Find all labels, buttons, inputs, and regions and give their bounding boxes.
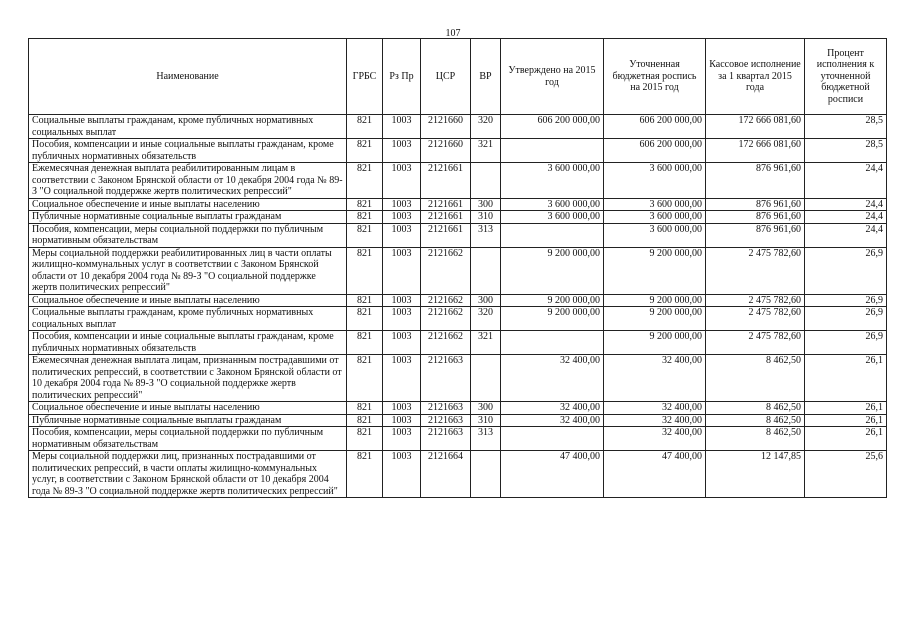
cell-csr: 2121662 xyxy=(421,294,471,307)
cell-cash: 876 961,60 xyxy=(706,223,805,247)
cell-rzpr: 1003 xyxy=(383,355,421,402)
cell-cash: 8 462,50 xyxy=(706,427,805,451)
cell-rzpr: 1003 xyxy=(383,331,421,355)
cell-vr: 321 xyxy=(471,331,501,355)
cell-name: Социальные выплаты гражданам, кроме публичных нормативных социальных выплат xyxy=(29,307,347,331)
cell-name: Социальное обеспечение и иные выплаты населению xyxy=(29,198,347,211)
cell-grbs: 821 xyxy=(347,402,383,415)
cell-name: Ежемесячная денежная выплата лицам, признанным пострадавшими от политических репрессий, в соответствии с Законом Брянской области от 10 декабря 2004 года № 89-З "О социальной поддержке жертв политических репрессий" xyxy=(29,355,347,402)
column-header-vr: ВР xyxy=(471,39,501,115)
cell-approved xyxy=(501,331,604,355)
table-row xyxy=(29,198,887,211)
cell-name: Пособия, компенсации и иные социальные выплаты гражданам, кроме публичных нормативных обязательств xyxy=(29,139,347,163)
cell-name: Меры социальной поддержки лиц, признанных пострадавшими от политических репрессий, в части оплаты жилищно-коммунальных услуг, в соответствии с Законом Брянской области от 10 декабря 2004 года № 89-З "О социальной поддержке жертв политических репрессий" xyxy=(29,451,347,498)
cell-cash: 172 666 081,60 xyxy=(706,139,805,163)
table-row xyxy=(29,451,887,498)
column-header-rzpr: Рз Пр xyxy=(383,39,421,115)
cell-csr: 2121663 xyxy=(421,402,471,415)
cell-percent: 26,1 xyxy=(805,414,887,427)
cell-csr: 2121660 xyxy=(421,115,471,139)
cell-refined: 32 400,00 xyxy=(604,427,706,451)
cell-csr: 2121664 xyxy=(421,451,471,498)
cell-percent: 28,5 xyxy=(805,139,887,163)
cell-vr xyxy=(471,451,501,498)
cell-refined: 3 600 000,00 xyxy=(604,163,706,199)
cell-refined: 3 600 000,00 xyxy=(604,198,706,211)
cell-csr: 2121661 xyxy=(421,211,471,224)
cell-percent: 25,6 xyxy=(805,451,887,498)
cell-approved xyxy=(501,139,604,163)
cell-refined: 9 200 000,00 xyxy=(604,307,706,331)
cell-csr: 2121661 xyxy=(421,163,471,199)
cell-percent: 24,4 xyxy=(805,211,887,224)
cell-percent: 24,4 xyxy=(805,223,887,247)
cell-vr: 300 xyxy=(471,294,501,307)
cell-vr: 300 xyxy=(471,198,501,211)
table-row xyxy=(29,139,887,163)
cell-approved: 9 200 000,00 xyxy=(501,294,604,307)
cell-vr: 300 xyxy=(471,402,501,415)
cell-approved: 47 400,00 xyxy=(501,451,604,498)
cell-approved: 3 600 000,00 xyxy=(501,198,604,211)
cell-refined: 9 200 000,00 xyxy=(604,331,706,355)
table-row xyxy=(29,414,887,427)
cell-csr: 2121661 xyxy=(421,198,471,211)
cell-name: Пособия, компенсации, меры социальной поддержки по публичным нормативным обязательствам xyxy=(29,223,347,247)
table-header-row xyxy=(29,39,887,115)
cell-rzpr: 1003 xyxy=(383,427,421,451)
cell-name: Публичные нормативные социальные выплаты гражданам xyxy=(29,414,347,427)
cell-grbs: 821 xyxy=(347,115,383,139)
table-row xyxy=(29,427,887,451)
cell-cash: 876 961,60 xyxy=(706,198,805,211)
column-header-cash: Кассовое исполнение за 1 квартал 2015 года xyxy=(706,39,805,115)
table-row xyxy=(29,307,887,331)
cell-approved: 32 400,00 xyxy=(501,414,604,427)
cell-refined: 32 400,00 xyxy=(604,402,706,415)
cell-percent: 26,1 xyxy=(805,355,887,402)
cell-name: Социальные выплаты гражданам, кроме публичных нормативных социальных выплат xyxy=(29,115,347,139)
cell-cash: 172 666 081,60 xyxy=(706,115,805,139)
cell-cash: 876 961,60 xyxy=(706,163,805,199)
cell-rzpr: 1003 xyxy=(383,163,421,199)
cell-cash: 8 462,50 xyxy=(706,402,805,415)
table-row xyxy=(29,402,887,415)
table-row xyxy=(29,115,887,139)
table-row xyxy=(29,355,887,402)
cell-approved: 9 200 000,00 xyxy=(501,247,604,294)
cell-rzpr: 1003 xyxy=(383,139,421,163)
cell-cash: 12 147,85 xyxy=(706,451,805,498)
cell-grbs: 821 xyxy=(347,414,383,427)
cell-vr: 320 xyxy=(471,307,501,331)
cell-grbs: 821 xyxy=(347,198,383,211)
cell-grbs: 821 xyxy=(347,139,383,163)
cell-grbs: 821 xyxy=(347,247,383,294)
cell-cash: 2 475 782,60 xyxy=(706,331,805,355)
table-row xyxy=(29,294,887,307)
cell-refined: 606 200 000,00 xyxy=(604,139,706,163)
cell-grbs: 821 xyxy=(347,427,383,451)
cell-rzpr: 1003 xyxy=(383,451,421,498)
cell-grbs: 821 xyxy=(347,223,383,247)
cell-refined: 606 200 000,00 xyxy=(604,115,706,139)
table-row xyxy=(29,223,887,247)
cell-percent: 26,9 xyxy=(805,307,887,331)
table-row xyxy=(29,211,887,224)
cell-vr: 321 xyxy=(471,139,501,163)
cell-csr: 2121662 xyxy=(421,307,471,331)
cell-vr xyxy=(471,355,501,402)
cell-vr xyxy=(471,163,501,199)
cell-percent: 24,4 xyxy=(805,198,887,211)
cell-rzpr: 1003 xyxy=(383,307,421,331)
table-body xyxy=(29,115,887,498)
cell-rzpr: 1003 xyxy=(383,402,421,415)
budget-execution-table xyxy=(28,38,887,498)
cell-approved: 32 400,00 xyxy=(501,355,604,402)
column-header-approved: Утверждено на 2015 год xyxy=(501,39,604,115)
cell-refined: 32 400,00 xyxy=(604,414,706,427)
cell-csr: 2121660 xyxy=(421,139,471,163)
column-header-name: Наименование xyxy=(29,39,347,115)
cell-grbs: 821 xyxy=(347,294,383,307)
cell-approved xyxy=(501,223,604,247)
cell-approved: 3 600 000,00 xyxy=(501,211,604,224)
cell-cash: 2 475 782,60 xyxy=(706,307,805,331)
cell-grbs: 821 xyxy=(347,211,383,224)
column-header-percent: Процент исполнения к уточненной бюджетной росписи xyxy=(805,39,887,115)
cell-csr: 2121662 xyxy=(421,247,471,294)
cell-refined: 9 200 000,00 xyxy=(604,294,706,307)
cell-refined: 3 600 000,00 xyxy=(604,211,706,224)
table-row xyxy=(29,163,887,199)
cell-approved: 9 200 000,00 xyxy=(501,307,604,331)
cell-vr: 320 xyxy=(471,115,501,139)
cell-csr: 2121661 xyxy=(421,223,471,247)
cell-name: Ежемесячная денежная выплата реабилитированным лицам в соответствии с Законом Брянской области от 10 декабря 2004 года № 89-З "О социальной поддержке жертв политических репрессий" xyxy=(29,163,347,199)
cell-name: Публичные нормативные социальные выплаты гражданам xyxy=(29,211,347,224)
cell-csr: 2121663 xyxy=(421,355,471,402)
cell-rzpr: 1003 xyxy=(383,247,421,294)
cell-name: Социальное обеспечение и иные выплаты населению xyxy=(29,402,347,415)
cell-cash: 876 961,60 xyxy=(706,211,805,224)
cell-rzpr: 1003 xyxy=(383,211,421,224)
cell-vr: 310 xyxy=(471,211,501,224)
table-row xyxy=(29,247,887,294)
cell-percent: 28,5 xyxy=(805,115,887,139)
cell-name: Социальное обеспечение и иные выплаты населению xyxy=(29,294,347,307)
page-number: 107 xyxy=(445,28,461,39)
cell-percent: 24,4 xyxy=(805,163,887,199)
cell-vr xyxy=(471,247,501,294)
cell-refined: 32 400,00 xyxy=(604,355,706,402)
cell-approved: 3 600 000,00 xyxy=(501,163,604,199)
cell-rzpr: 1003 xyxy=(383,115,421,139)
cell-percent: 26,1 xyxy=(805,402,887,415)
cell-cash: 8 462,50 xyxy=(706,414,805,427)
cell-vr: 313 xyxy=(471,223,501,247)
cell-rzpr: 1003 xyxy=(383,414,421,427)
column-header-csr: ЦСР xyxy=(421,39,471,115)
cell-csr: 2121662 xyxy=(421,331,471,355)
cell-cash: 2 475 782,60 xyxy=(706,247,805,294)
cell-approved: 32 400,00 xyxy=(501,402,604,415)
cell-approved xyxy=(501,427,604,451)
cell-name: Пособия, компенсации, меры социальной поддержки по публичным нормативным обязательствам xyxy=(29,427,347,451)
cell-cash: 2 475 782,60 xyxy=(706,294,805,307)
cell-grbs: 821 xyxy=(347,163,383,199)
cell-refined: 47 400,00 xyxy=(604,451,706,498)
cell-refined: 9 200 000,00 xyxy=(604,247,706,294)
cell-grbs: 821 xyxy=(347,331,383,355)
cell-rzpr: 1003 xyxy=(383,294,421,307)
cell-refined: 3 600 000,00 xyxy=(604,223,706,247)
cell-percent: 26,1 xyxy=(805,427,887,451)
cell-csr: 2121663 xyxy=(421,427,471,451)
cell-grbs: 821 xyxy=(347,451,383,498)
cell-cash: 8 462,50 xyxy=(706,355,805,402)
cell-percent: 26,9 xyxy=(805,331,887,355)
cell-grbs: 821 xyxy=(347,307,383,331)
cell-vr: 310 xyxy=(471,414,501,427)
column-header-grbs: ГРБС xyxy=(347,39,383,115)
cell-csr: 2121663 xyxy=(421,414,471,427)
cell-name: Пособия, компенсации и иные социальные выплаты гражданам, кроме публичных нормативных обязательств xyxy=(29,331,347,355)
table-row xyxy=(29,331,887,355)
cell-name: Меры социальной поддержки реабилитированных лиц в части оплаты жилищно-коммунальных услуг в соответствии с Законом Брянской области от 10 декабря 2004 года № 89-З "О социальной поддержке жертв политических репрессий" xyxy=(29,247,347,294)
cell-rzpr: 1003 xyxy=(383,223,421,247)
cell-grbs: 821 xyxy=(347,355,383,402)
cell-percent: 26,9 xyxy=(805,247,887,294)
cell-percent: 26,9 xyxy=(805,294,887,307)
cell-vr: 313 xyxy=(471,427,501,451)
cell-approved: 606 200 000,00 xyxy=(501,115,604,139)
cell-rzpr: 1003 xyxy=(383,198,421,211)
column-header-refined: Уточненная бюджетная роспись на 2015 год xyxy=(604,39,706,115)
